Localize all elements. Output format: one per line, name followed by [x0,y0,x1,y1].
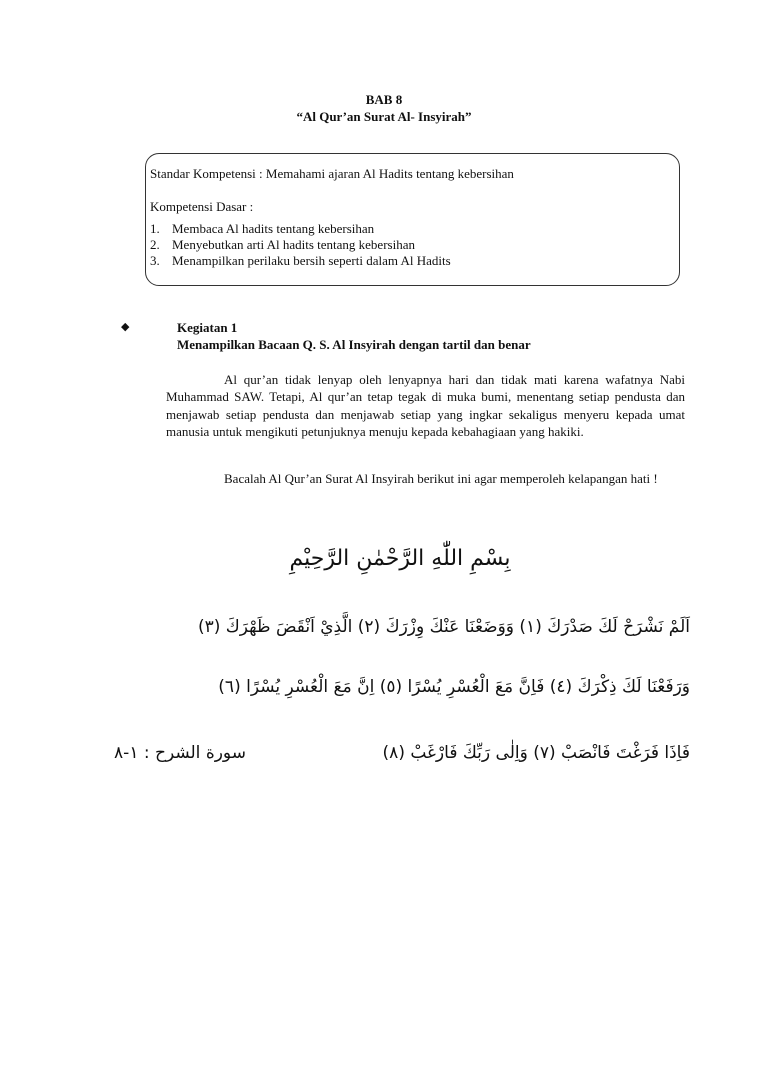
surah-reference: سورة الشرح : ١-٨ [114,743,246,763]
surah-title: “Al Qur’an Surat Al- Insyirah” [296,109,472,124]
arabic-verses-image [114,520,695,820]
instruction-paragraph: Bacalah Al Qur’an Surat Al Insyirah berikut ini agar memperoleh kelapangan hati ! [224,471,658,486]
diamond-bullet-icon: ◆ [121,321,130,333]
verse-line-1: اَلَمْ نَشْرَحْ لَكَ صَدْرَكَ (١) وَوَضَعْنَا عَنْكَ وِزْرَكَ (٢) الَّذِيْ اَنْقَضَ ظَهْرَكَ (٣) [197,617,690,637]
activity-subtitle: Menampilkan Bacaan Q. S. Al Insyirah dengan tartil dan benar [177,337,531,352]
list-item: 1. Membaca Al hadits tentang kebersihan [150,221,375,236]
list-item: 3. Menampilkan perilaku bersih seperti dalam Al Hadits [150,253,451,268]
basic-competency-label: Kompetensi Dasar : [150,199,254,214]
activity-title: Kegiatan 1 [177,320,238,335]
verse-line-3: فَاِذَا فَرَغْتَ فَانْصَبْ (٧) وَاِلٰى رَبِّكَ فَارْغَبْ (٨) [382,743,690,763]
competency-list [150,221,451,269]
list-item: 2. Menyebutkan arti Al hadits tentang kebersihan [150,237,415,252]
standard-competency: Standar Kompetensi : Memahami ajaran Al Hadits tentang kebersihan [150,166,514,181]
verse-line-2: وَرَفَعْنَا لَكَ ذِكْرَكَ (٤) فَاِنَّ مَعَ الْعُسْرِ يُسْرًا (٥) اِنَّ مَعَ الْعُسْرِ يُسْرًا (٦) [218,677,690,697]
basmalah: بِسْمِ اللّٰهِ الرَّحْمٰنِ الرَّحِيْمِ [289,546,511,571]
intro-paragraph: Al qur’an tidak lenyap oleh lenyapnya hari dan tidak mati karena wafatnya Nabi Muhammad SAW. Tetapi, Al qur’an tetap tegak di muka bumi, menentang setiap pendusta dan menjawab setiap pendusta dan menjawab setiap yang ingkar sekaligus menyeru kepada umat manusia untuk mengikuti petunjuknya menuju kepada kebahagiaan yang hakiki. [166,372,685,439]
chapter-title: BAB 8 [365,92,403,107]
